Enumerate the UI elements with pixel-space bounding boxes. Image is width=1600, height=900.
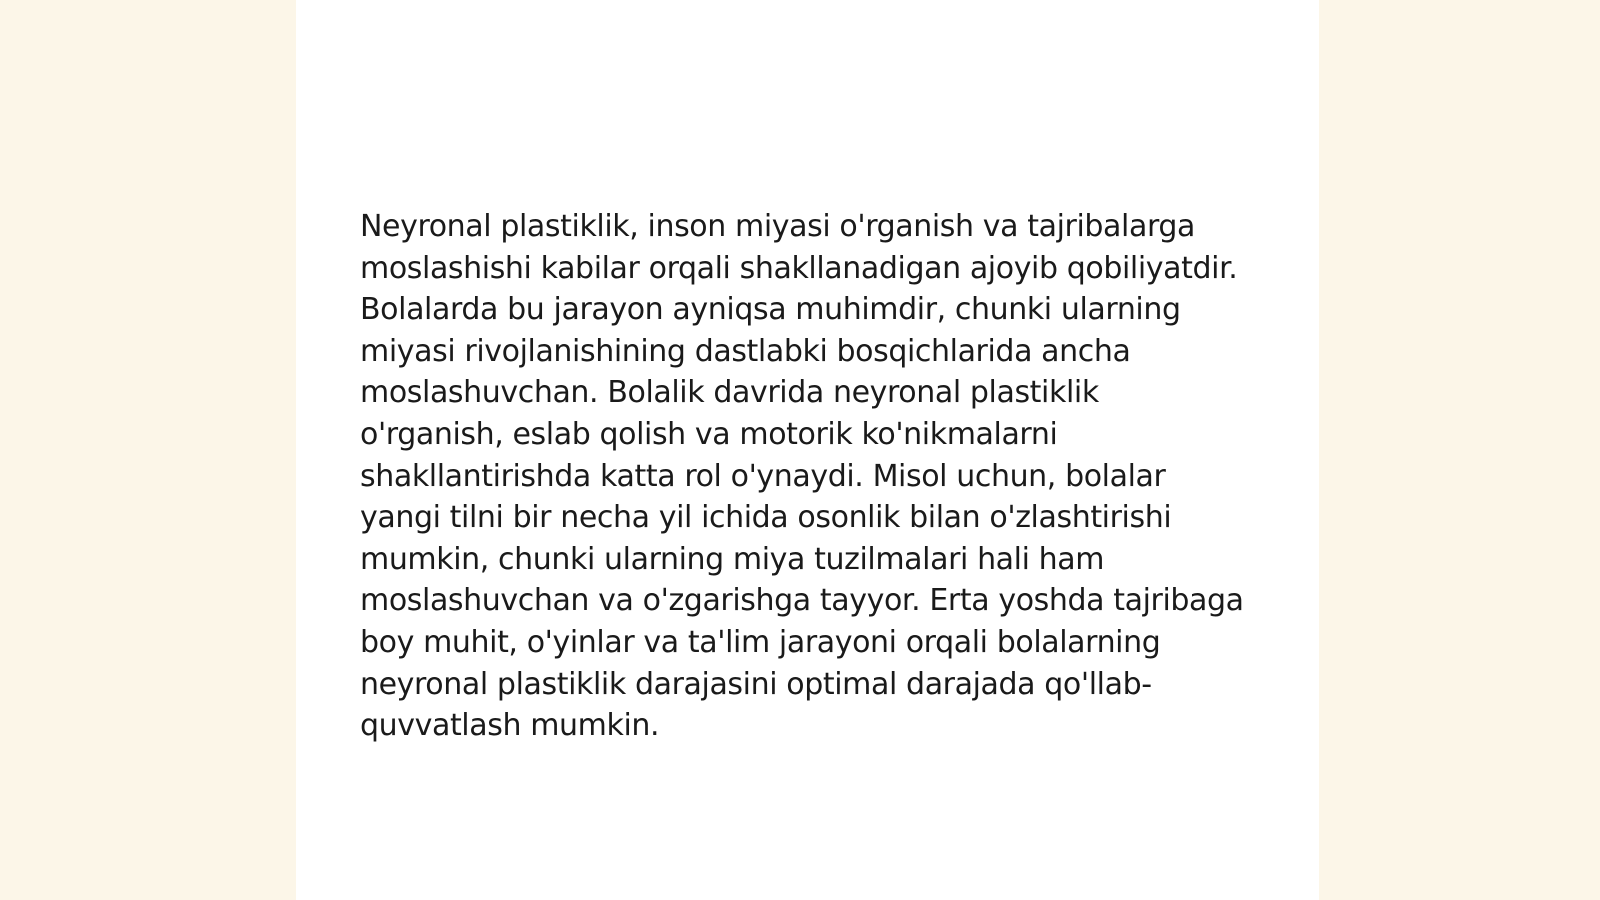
slide (296, 0, 1319, 900)
slide-body-text: Neyronal plastiklik, inson miyasi o'rganish va tajribalarga moslashishi kabilar orqali shakllanadigan ajoyib qobiliyatdir. Bolalarda bu jarayon ayniqsa muhimdir, chunki ularning miyasi rivojlanishining dastlabki bosqichlarida ancha moslashuvchan. Bolalik davrida neyronal plastiklik o'rganish, eslab qolish va motorik ko'nikmalarni shakllantirishda katta rol o'ynaydi. Misol uchun, bolalar yangi tilni bir necha yil ichida osonlik bilan o'zlashtirishi mumkin, chunki ularning miya tuzilmalari hali ham moslashuvchan va o'zgarishga tayyor. Erta yoshda tajribaga boy muhit, o'yinlar va ta'lim jarayoni orqali bolalarning neyronal plastiklik darajasini optimal darajada qo'llab-quvvatlash mumkin. (360, 209, 1244, 744)
